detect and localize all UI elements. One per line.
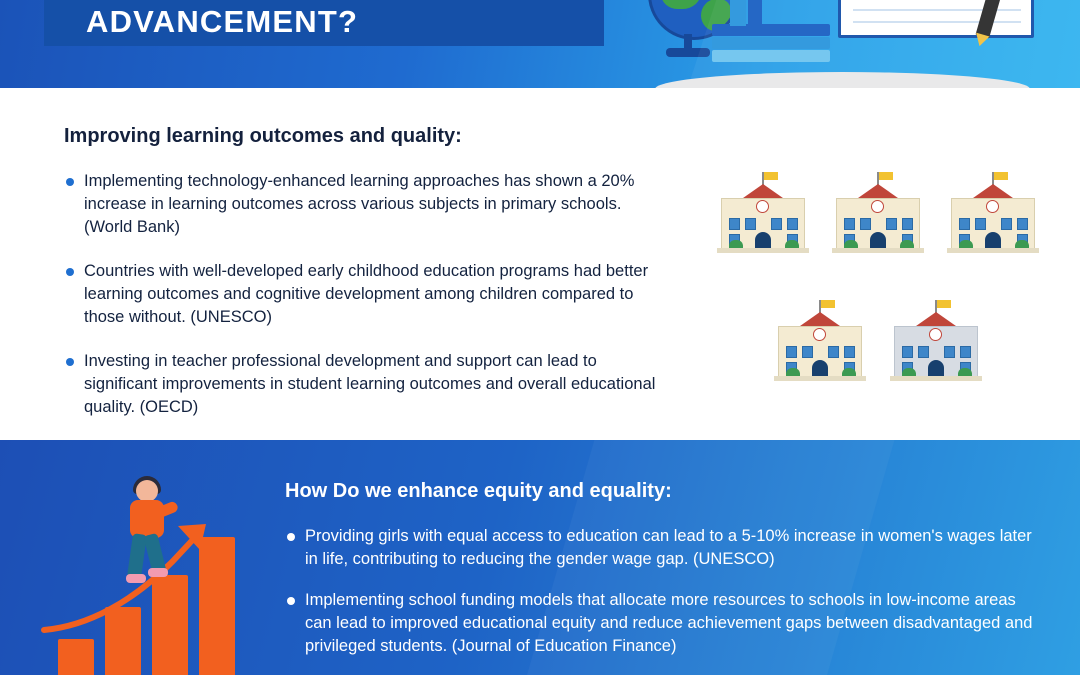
list-item xyxy=(64,170,674,239)
chart-bar xyxy=(58,639,94,675)
chart-bar xyxy=(199,537,235,675)
chart-bar xyxy=(152,575,188,675)
bottom-section-heading: How Do we enhance equity and equality: xyxy=(285,480,672,502)
globe-icon xyxy=(640,0,748,60)
person-icon xyxy=(122,480,168,576)
bullet-dot-icon xyxy=(66,358,74,366)
school-icon xyxy=(945,178,1041,256)
school-buildings-illustration xyxy=(700,166,1040,466)
list-item-text: Investing in teacher professional development and support can lead to significant improvements in student learning outcomes and overall educational quality. (OECD) xyxy=(84,352,656,416)
middle-bullet-list xyxy=(64,170,674,440)
list-item-text: Implementing school funding models that allocate more resources to schools in low-income areas can lead to improved educational equity and reduce achievement gaps between disadvantaged and privileged students. (Journal of Education Finance) xyxy=(305,591,1033,655)
school-icon xyxy=(715,178,811,256)
list-item xyxy=(64,260,674,329)
growth-chart-person-illustration xyxy=(30,460,270,675)
title-plate xyxy=(44,0,604,46)
school-icon xyxy=(888,306,984,384)
list-item-text: Implementing technology-enhanced learning approaches has shown a 20% increase in learning outcomes across various subjects in primary schools. (World Bank) xyxy=(84,172,635,236)
list-item-text: Countries with well-developed early childhood education programs had better learning outcomes and cognitive development among children compared to those without. (UNESCO) xyxy=(84,262,649,326)
bullet-dot-icon xyxy=(287,597,295,605)
notebook-icon xyxy=(838,0,1034,38)
books-icon xyxy=(712,0,832,64)
list-item-text: Providing girls with equal access to education can lead to a 5-10% increase in women's wages later in life, contributing to reducing the gender wage gap. (UNESCO) xyxy=(305,527,1032,568)
chart-bar xyxy=(105,607,141,675)
list-item xyxy=(285,525,1045,571)
middle-section xyxy=(0,88,1080,440)
bullet-dot-icon xyxy=(66,268,74,276)
school-icon xyxy=(772,306,868,384)
page-title: ADVANCEMENT? xyxy=(86,4,359,39)
bottom-bullet-list xyxy=(285,525,1045,675)
pen-icon xyxy=(976,0,1011,38)
school-icon xyxy=(830,178,926,256)
bullet-dot-icon xyxy=(66,178,74,186)
bottom-section xyxy=(0,440,1080,675)
list-item xyxy=(285,589,1045,658)
middle-section-heading: Improving learning outcomes and quality: xyxy=(64,125,462,147)
bullet-dot-icon xyxy=(287,533,295,541)
list-item xyxy=(64,350,674,419)
